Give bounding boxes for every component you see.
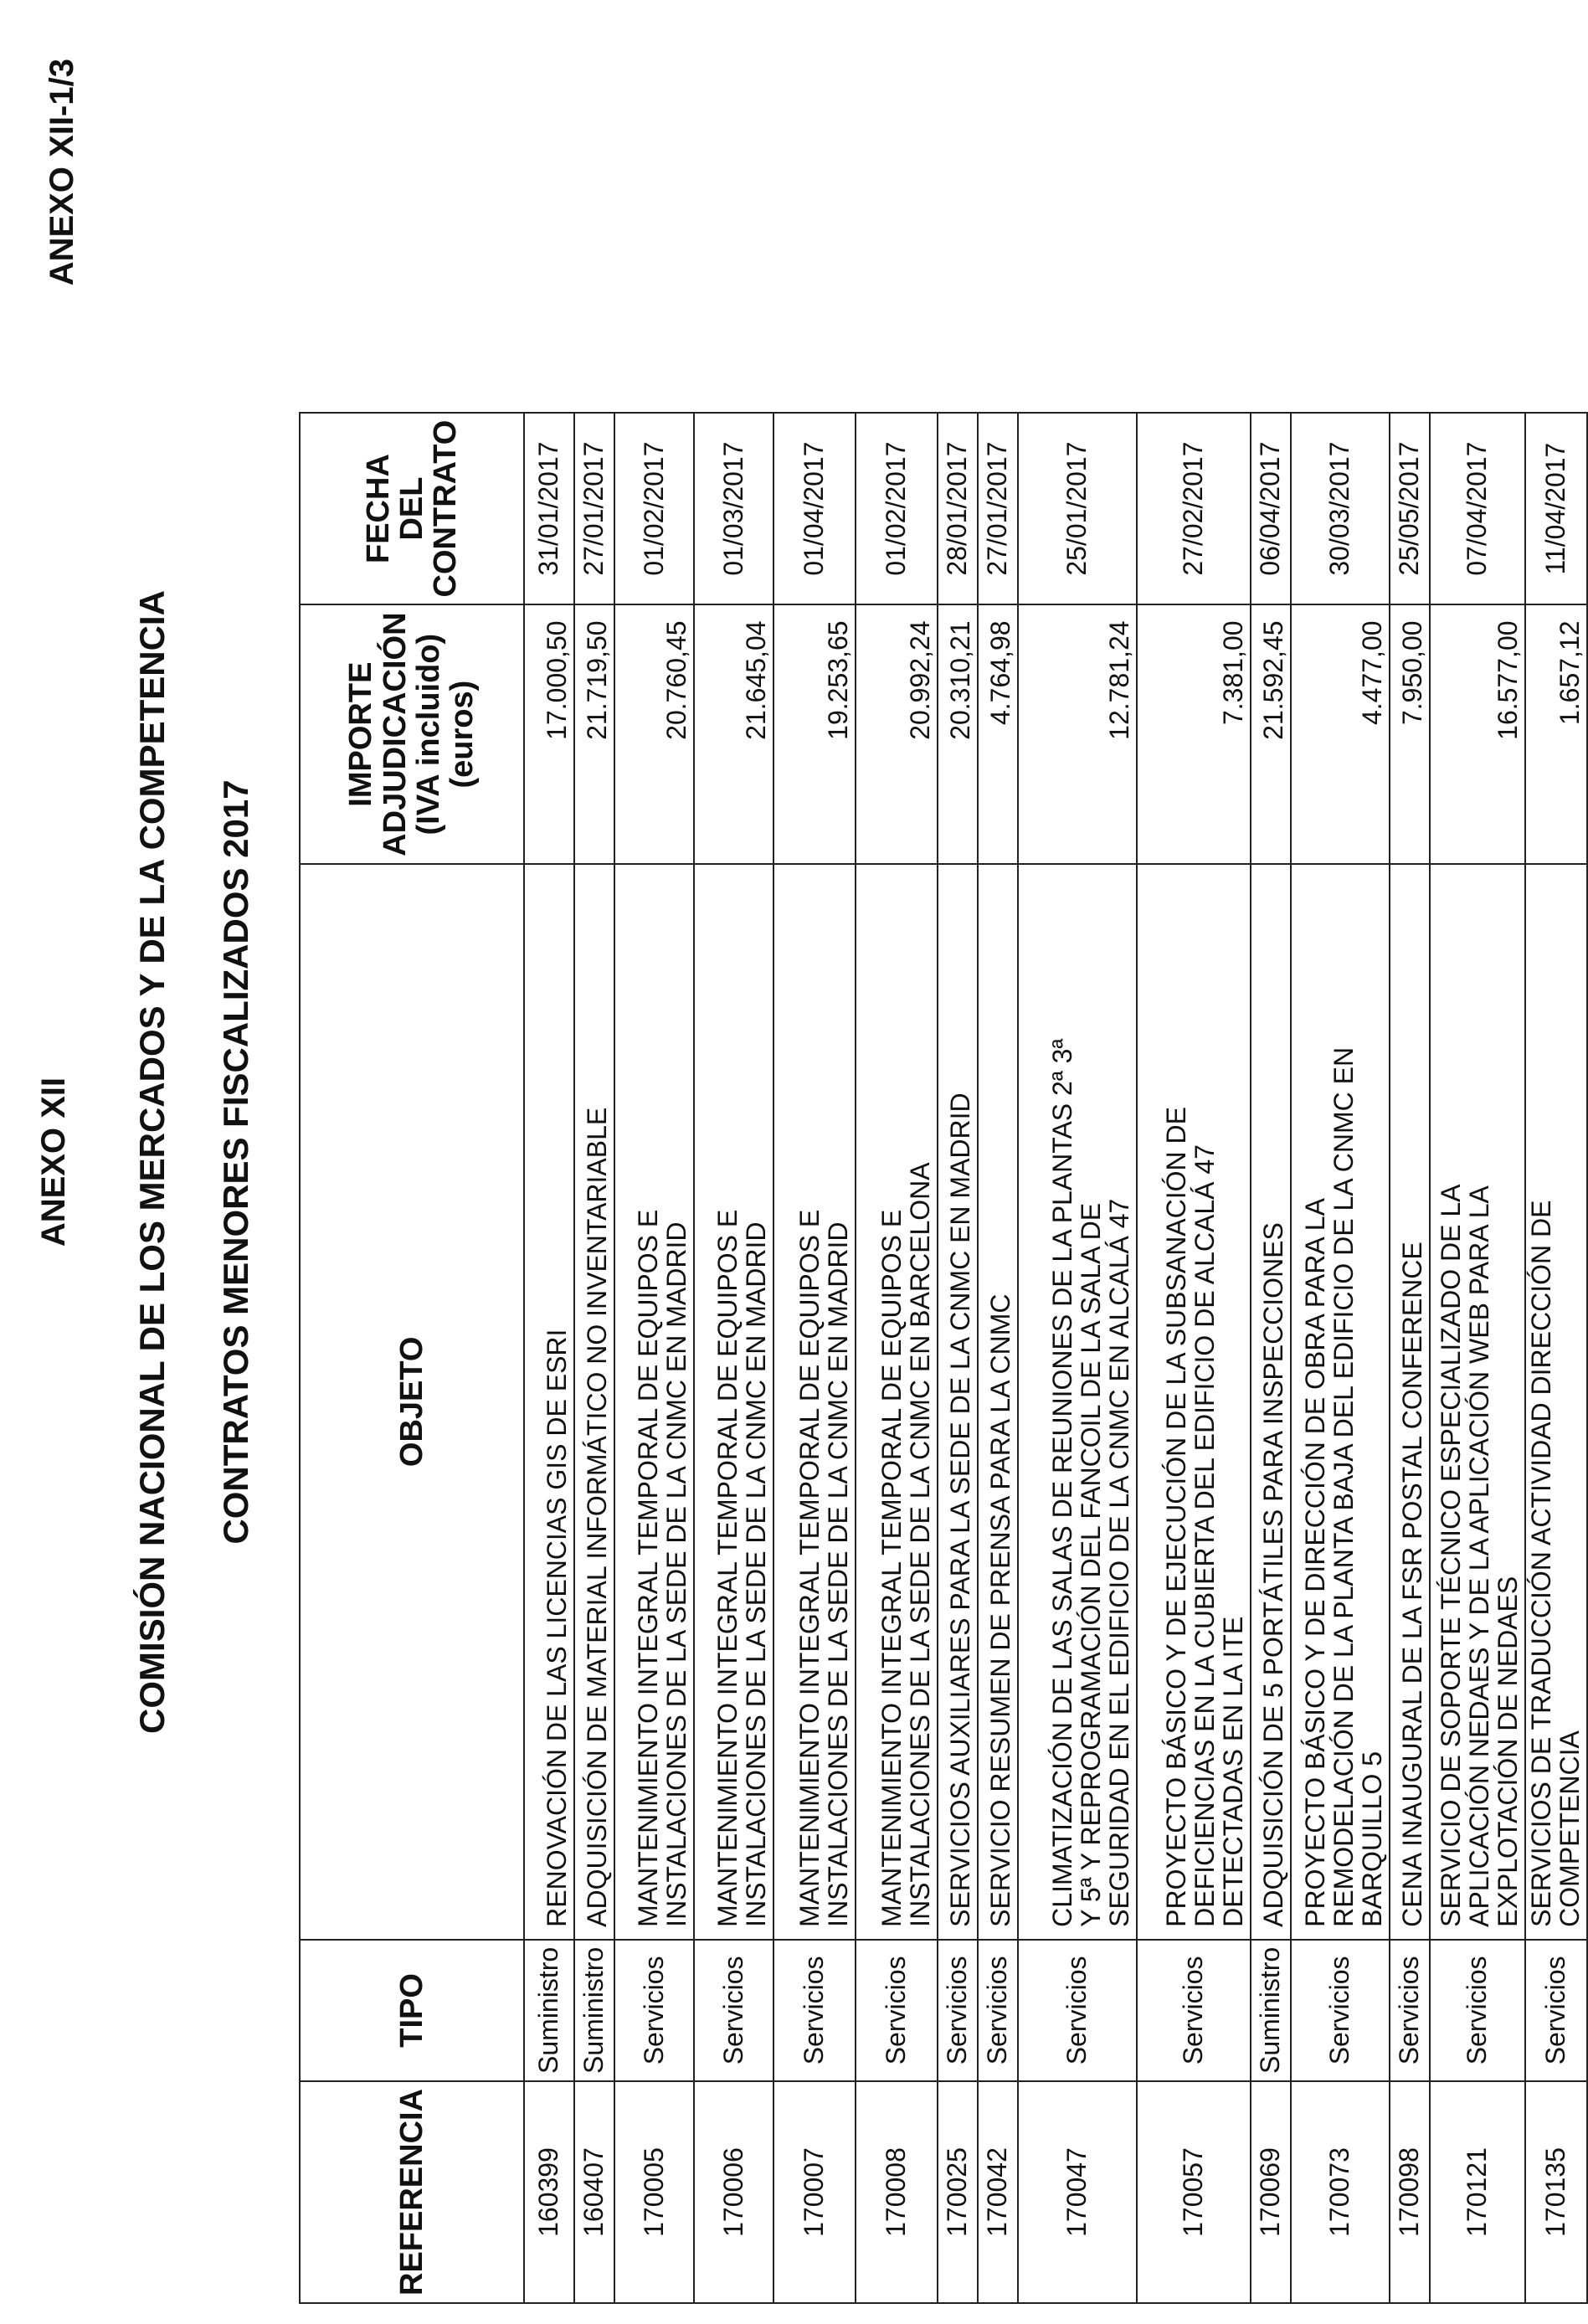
cell-fecha: 01/04/2017: [773, 413, 856, 605]
cell-objeto: [1430, 864, 1525, 1940]
cell-referencia: 160407: [574, 2081, 614, 2303]
document-subtitle: CONTRATOS MENORES FISCALIZADOS 2017: [216, 779, 255, 1545]
objeto-line: DEFICIENCIAS EN LA CUBIERTA DEL EDIFICIO DE ALCALÁ 47: [1190, 1144, 1221, 1927]
cell-referencia: 170098: [1390, 2081, 1430, 2303]
column-header-importe: IMPORTE ADJUDICACIÓN (IVA incluido) (euros): [300, 604, 524, 863]
table-row: [1291, 413, 1390, 2303]
cell-referencia: 170121: [1430, 2081, 1525, 2303]
table-row: [614, 413, 694, 2303]
cell-tipo: Servicios: [1390, 1940, 1430, 2081]
cell-referencia: 170047: [1018, 2081, 1137, 2303]
cell-objeto: [1251, 864, 1291, 1940]
cell-fecha: 07/04/2017: [1430, 413, 1525, 605]
column-header-tipo: TIPO: [300, 1940, 524, 2081]
contracts-table: [299, 412, 1588, 2304]
cell-objeto: [978, 864, 1018, 1940]
cell-fecha: 27/01/2017: [574, 413, 614, 605]
cell-importe: 4.477,00: [1291, 604, 1390, 863]
cell-importe: 16.577,00: [1430, 604, 1525, 863]
cell-referencia: 160399: [524, 2081, 574, 2303]
cell-referencia: 170006: [694, 2081, 773, 2303]
cell-tipo: Servicios: [1430, 1940, 1525, 2081]
cell-tipo: Servicios: [614, 1940, 694, 2081]
cell-importe: 20.310,21: [938, 604, 978, 863]
cell-fecha: 01/02/2017: [856, 413, 938, 605]
objeto-line: DETECTADAS EN LA ITE: [1218, 1616, 1249, 1927]
table-row: [773, 413, 856, 2303]
cell-referencia: 170007: [773, 2081, 856, 2303]
objeto-line: SERVICIO RESUMEN DE PRENSA PARA LA CNMC: [985, 1293, 1016, 1927]
cell-referencia: 170005: [614, 2081, 694, 2303]
cell-importe: 17.000,50: [524, 604, 574, 863]
cell-fecha: 27/02/2017: [1137, 413, 1251, 605]
cell-importe: 1.657,12: [1525, 604, 1587, 863]
objeto-line: INSTALACIONES DE LA SEDE DE LA CNMC EN MADRID: [741, 1221, 772, 1927]
cell-objeto: [694, 864, 773, 1940]
cell-referencia: 170008: [856, 2081, 938, 2303]
cell-tipo: Servicios: [856, 1940, 938, 2081]
cell-tipo: Servicios: [694, 1940, 773, 2081]
objeto-line: ADQUISICIÓN DE MATERIAL INFORMÁTICO NO INVENTARIABLE: [582, 1107, 613, 1927]
annex-title: ANEXO XII: [35, 1077, 72, 1247]
objeto-line: MANTENIMIENTO INTEGRAL TEMPORAL DE EQUIPOS E: [712, 1209, 743, 1927]
table-row: [978, 413, 1018, 2303]
cell-tipo: Suministro: [574, 1940, 614, 2081]
table-header-row: [300, 413, 524, 2303]
table-row: [694, 413, 773, 2303]
cell-referencia: 170042: [978, 2081, 1018, 2303]
objeto-line: Y 5ª Y REPROGRAMACIÓN DEL FANCOIL DE LA SALA DE: [1076, 1202, 1107, 1927]
objeto-line: INSTALACIONES DE LA SEDE DE LA CNMC EN MADRID: [661, 1221, 692, 1927]
column-header-fecha: FECHA DEL CONTRATO: [300, 413, 524, 605]
objeto-line: ADQUISICIÓN DE 5 PORTÁTILES PARA INSPECCIONES: [1258, 1222, 1289, 1927]
cell-tipo: Suministro: [1251, 1940, 1291, 2081]
cell-fecha: 25/05/2017: [1390, 413, 1430, 605]
cell-importe: 12.781,24: [1018, 604, 1137, 863]
cell-referencia: 170025: [938, 2081, 978, 2303]
objeto-line: MANTENIMIENTO INTEGRAL TEMPORAL DE EQUIPOS E: [794, 1209, 825, 1927]
cell-tipo: Servicios: [1018, 1940, 1137, 2081]
objeto-line: PROYECTO BÁSICO Y DE EJECUCIÓN DE LA SUBSANACIÓN DE: [1161, 1107, 1192, 1927]
cell-objeto: [1018, 864, 1137, 1940]
objeto-line: EXPLOTACIÓN DE NEDAES: [1493, 1576, 1524, 1927]
cell-fecha: 01/03/2017: [694, 413, 773, 605]
annex-page-reference: ANEXO XII-1/3: [44, 59, 80, 286]
table-row: [1018, 413, 1137, 2303]
cell-tipo: Servicios: [773, 1940, 856, 2081]
table-row: [574, 413, 614, 2303]
cell-fecha: 31/01/2017: [524, 413, 574, 605]
cell-tipo: Servicios: [978, 1940, 1018, 2081]
table-row: [1251, 413, 1291, 2303]
objeto-line: RENOVACIÓN DE LAS LICENCIAS GIS DE ESRI: [542, 1329, 573, 1927]
cell-fecha: 28/01/2017: [938, 413, 978, 605]
objeto-line: CLIMATIZACIÓN DE LAS SALAS DE REUNIONES DE LA PLANTAS 2ª 3ª: [1047, 1038, 1078, 1927]
cell-fecha: 11/04/2017: [1525, 413, 1587, 605]
column-header-referencia: REFERENCIA: [300, 2081, 524, 2303]
cell-objeto: [524, 864, 574, 1940]
objeto-line: SERVICIO DE SOPORTE TÉCNICO ESPECIALIZADO DE LA: [1436, 1184, 1467, 1927]
cell-objeto: [574, 864, 614, 1940]
objeto-line: CENA INAUGURAL DE LA FSR POSTAL CONFERENCE: [1397, 1242, 1428, 1927]
objeto-line: MANTENIMIENTO INTEGRAL TEMPORAL DE EQUIPOS E: [633, 1209, 664, 1927]
cell-importe: 4.764,98: [978, 604, 1018, 863]
cell-importe: 21.719,50: [574, 604, 614, 863]
cell-fecha: 30/03/2017: [1291, 413, 1390, 605]
cell-referencia: 170073: [1291, 2081, 1390, 2303]
cell-tipo: Servicios: [1137, 1940, 1251, 2081]
cell-fecha: 06/04/2017: [1251, 413, 1291, 605]
cell-tipo: Servicios: [1291, 1940, 1390, 2081]
objeto-line: REMODELACIÓN DE LA PLANTA BAJA DEL EDIFICIO DE LA CNMC EN: [1328, 1046, 1359, 1927]
cell-objeto: [938, 864, 978, 1940]
cell-importe: 20.760,45: [614, 604, 694, 863]
cell-tipo: Servicios: [938, 1940, 978, 2081]
cell-importe: 21.645,04: [694, 604, 773, 863]
table-row: [1390, 413, 1430, 2303]
cell-importe: 21.592,45: [1251, 604, 1291, 863]
cell-fecha: 01/02/2017: [614, 413, 694, 605]
cell-objeto: [1525, 864, 1587, 1940]
objeto-line: SEGURIDAD EN EL EDIFICIO DE LA CNMC EN ALCALÁ 47: [1104, 1198, 1135, 1927]
cell-tipo: Suministro: [524, 1940, 574, 2081]
column-header-objeto: OBJETO: [300, 864, 524, 1940]
cell-tipo: Servicios: [1525, 1940, 1587, 2081]
organization-title: COMISIÓN NACIONAL DE LOS MERCADOS Y DE LA COMPETENCIA: [132, 590, 172, 1734]
objeto-line: COMPETENCIA: [1554, 1730, 1585, 1927]
cell-fecha: 25/01/2017: [1018, 413, 1137, 605]
cell-importe: 7.381,00: [1137, 604, 1251, 863]
table-row: [1137, 413, 1251, 2303]
cell-importe: 20.992,24: [856, 604, 938, 863]
cell-referencia: 170057: [1137, 2081, 1251, 2303]
cell-referencia: 170135: [1525, 2081, 1587, 2303]
objeto-line: BARQUILLO 5: [1357, 1751, 1388, 1927]
table-row: [938, 413, 978, 2303]
table-row: [856, 413, 938, 2303]
cell-fecha: 27/01/2017: [978, 413, 1018, 605]
cell-importe: 7.950,00: [1390, 604, 1430, 863]
objeto-line: PROYECTO BÁSICO Y DE DIRECCIÓN DE OBRA PARA LA: [1300, 1198, 1331, 1927]
objeto-line: APLICACIÓN NEDAES Y DE LA APLICACIÓN WEB PARA LA: [1464, 1185, 1495, 1927]
cell-objeto: [614, 864, 694, 1940]
cell-importe: 19.253,65: [773, 604, 856, 863]
objeto-line: INSTALACIONES DE LA SEDE DE LA CNMC EN BARCELONA: [905, 1162, 936, 1927]
objeto-line: INSTALACIONES DE LA SEDE DE LA CNMC EN MADRID: [823, 1221, 854, 1927]
objeto-line: SERVICIOS AUXILIARES PARA LA SEDE DE LA CNMC EN MADRID: [945, 1093, 976, 1927]
table-row: [1430, 413, 1525, 2303]
table-row: [1525, 413, 1587, 2303]
cell-objeto: [773, 864, 856, 1940]
cell-objeto: [856, 864, 938, 1940]
cell-referencia: 170069: [1251, 2081, 1291, 2303]
objeto-line: MANTENIMIENTO INTEGRAL TEMPORAL DE EQUIPOS E: [876, 1209, 907, 1927]
cell-objeto: [1390, 864, 1430, 1940]
cell-objeto: [1291, 864, 1390, 1940]
table-row: [524, 413, 574, 2303]
objeto-line: SERVICIOS DE TRADUCCIÓN ACTIVIDAD DIRECCIÓN DE: [1526, 1200, 1556, 1927]
cell-objeto: [1137, 864, 1251, 1940]
